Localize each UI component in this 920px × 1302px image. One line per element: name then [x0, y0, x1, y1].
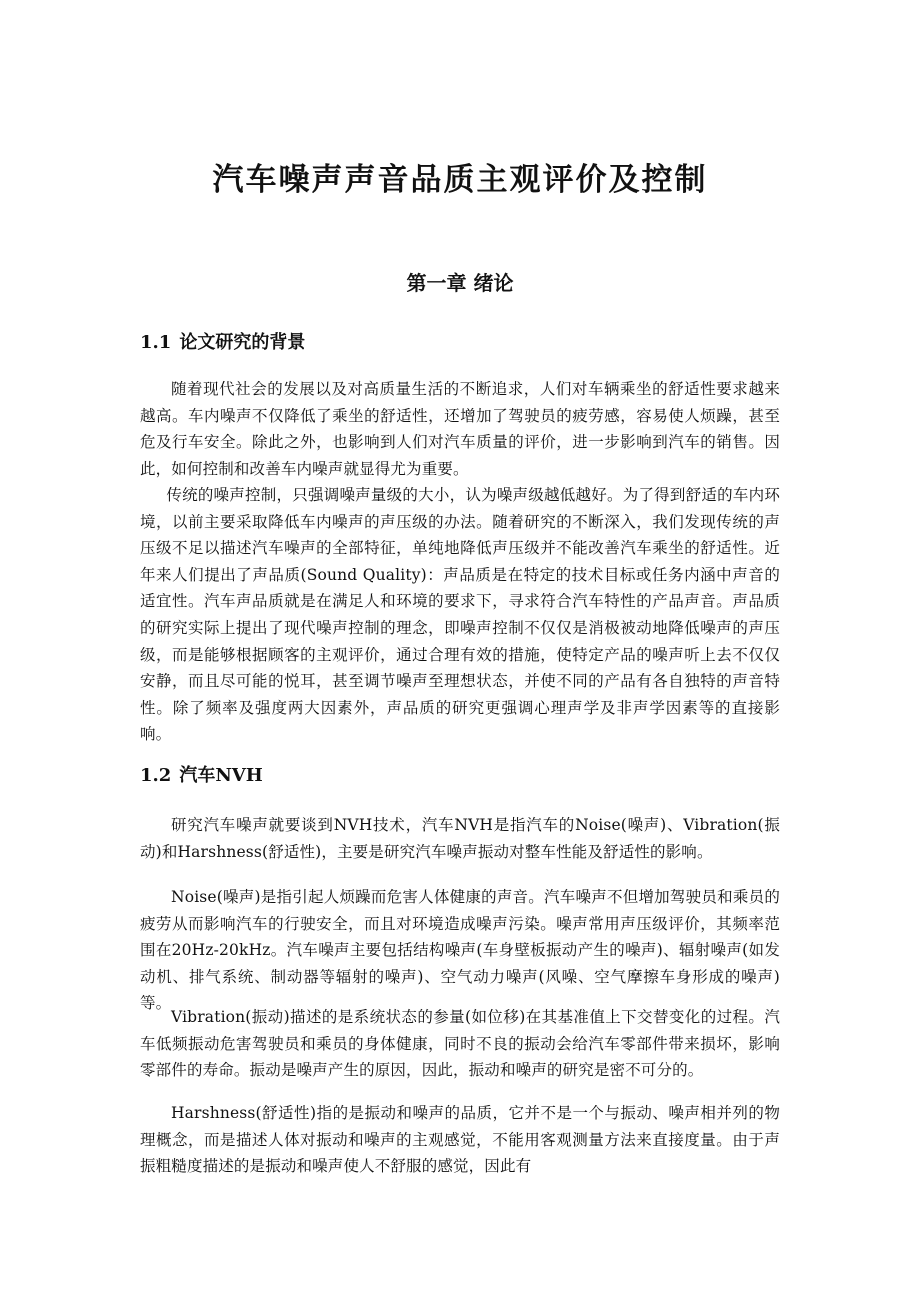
- document-title: 汽车噪声声音品质主观评价及控制: [212, 162, 708, 198]
- paragraph: 随着现代社会的发展以及对高质量生活的不断追求，人们对车辆乘坐的舒适性要求越来越高。车内噪声不仅降低了乘坐的舒适性，还增加了驾驶员的疲劳感，容易使人烦躁，甚至危及行车安全。除此之外，也影响到人们对汽车质量的评价，进一步影响到汽车的销售。因此，如何控制和改善车内噪声就显得尤为重要。: [140, 380, 780, 478]
- section-number: 1.2: [140, 765, 172, 786]
- paragraph: 研究汽车噪声就要谈到NVH技术，汽车NVH是指汽车的Noise(噪声)、Vibration(振动)和Harshness(舒适性)，主要是研究汽车噪声振动对整车性能及舒适性的影响。: [140, 816, 780, 861]
- section-title: 论文研究的背景: [179, 332, 306, 353]
- chapter-title: 第一章 绪论: [406, 271, 514, 295]
- paragraph: 传统的噪声控制，只强调噪声量级的大小，认为噪声级越低越好。为了得到舒适的车内环境，以前主要采取降低车内噪声的声压级的办法。随着研究的不断深入，我们发现传统的声压级不足以描述汽车噪声的全部特征，单纯地降低声压级并不能改善汽车乘坐的舒适性。近年来人们提出了声品质(Sound Quality)：声品质是在特定的技术目标或任务内涵中声音的适宜性。汽车声品质就是在满足人和环境的要求下，寻求符合汽车特性的产品声音。声品质的研究实际上提出了现代噪声控制的理念，即噪声控制不仅仅是消极被动地降低噪声的声压级，而是能够根据顾客的主观评价，通过合理有效的措施，使特定产品的噪声听上去不仅仅安静，而且尽可能的悦耳，甚至调节噪声至理想状态，并使不同的产品有各自独特的声音特性。除了频率及强度两大因素外，声品质的研究更强调心理声学及非声学因素等的直接影响。: [140, 486, 780, 744]
- paragraph: Noise(噪声)是指引起人烦躁而危害人体健康的声音。汽车噪声不但增加驾驶员和乘员的疲劳从而影响汽车的行驶安全，而且对环境造成噪声污染。噪声常用声压级评价，其频率范围在20Hz-20kHz。汽车噪声主要包括结构噪声(车身壁板振动产生的噪声)、辐射噪声(如发动机、排气系统、制动器等辐射的噪声)、空气动力噪声(风噪、空气摩擦车身形成的噪声)等。: [140, 888, 780, 1013]
- section-heading-1-1: [140, 328, 305, 358]
- paragraph: Vibration(振动)描述的是系统状态的参量(如位移)在其基准值上下交替变化的过程。汽车低频振动危害驾驶员和乘员的身体健康，同时不良的振动会给汽车零部件带来损坏，影响零部件的寿命。振动是噪声产生的原因，因此，振动和噪声的研究是密不可分的。: [140, 1008, 780, 1080]
- paragraph: Harshness(舒适性)指的是振动和噪声的品质，它并不是一个与振动、噪声相并列的物理概念，而是描述人体对振动和噪声的主观感觉，不能用客观测量方法来直接度量。由于声振粗糙度描述的是振动和噪声使人不舒服的感觉，因此有: [140, 1104, 780, 1176]
- section-heading-1-2: [140, 761, 263, 791]
- section-number: 1.1: [140, 332, 172, 353]
- section-title: 汽车NVH: [179, 765, 263, 786]
